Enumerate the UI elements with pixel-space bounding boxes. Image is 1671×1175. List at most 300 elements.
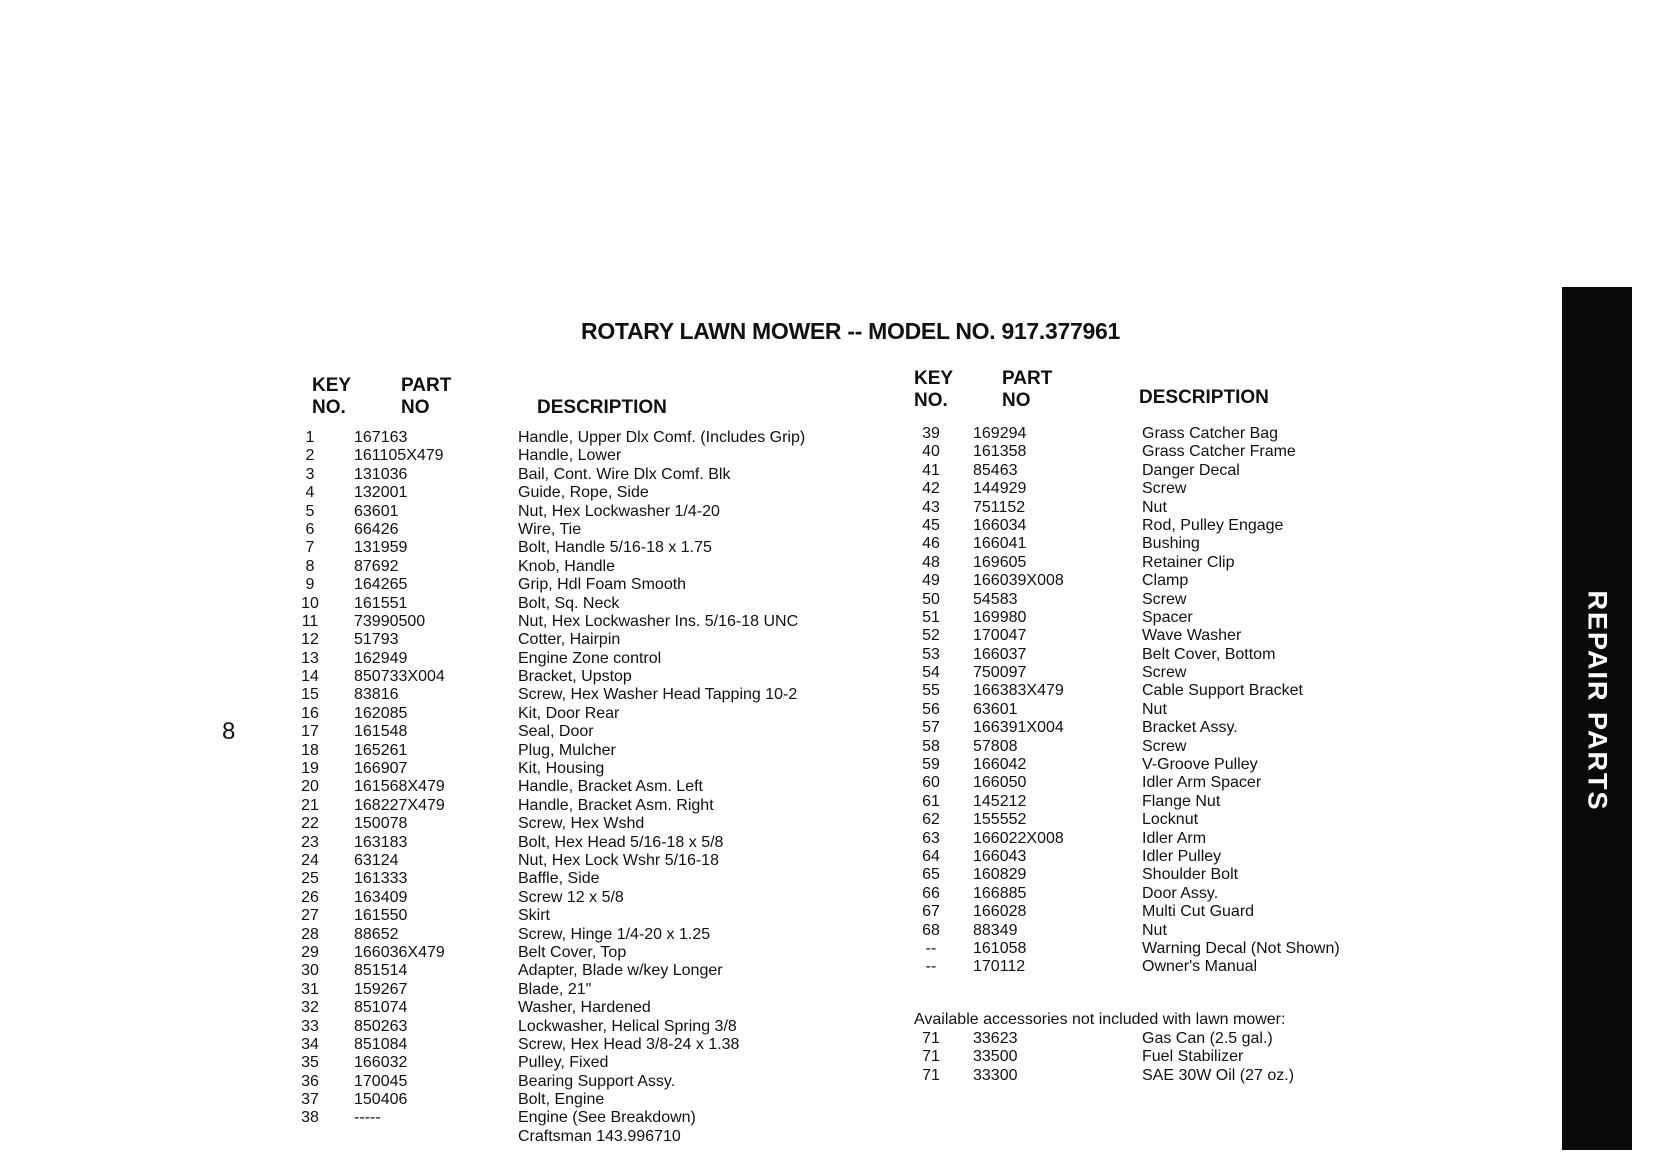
part-key-no: 71 (922, 1048, 940, 1066)
part-key-no: 38 (301, 1109, 319, 1127)
part-number: 850733X004 (354, 668, 445, 686)
part-description: Adapter, Blade w/key Longer (518, 962, 723, 980)
part-number: 85463 (973, 461, 1018, 479)
part-key-no: 71 (922, 1066, 940, 1084)
part-description: Nut, Hex Lockwasher 1/4-20 (518, 502, 720, 520)
part-description: Wire, Tie (518, 520, 582, 538)
part-key-no: 50 (922, 590, 940, 608)
part-number: 169605 (973, 553, 1027, 571)
part-number: 166036X479 (354, 943, 445, 961)
part-row (300, 797, 860, 815)
part-key-no: 61 (922, 792, 940, 810)
part-description: Danger Decal (1142, 461, 1240, 479)
part-key-no: 28 (301, 925, 319, 943)
part-row (920, 443, 1360, 461)
part-description: Locknut (1142, 811, 1199, 829)
part-key-no: 60 (922, 774, 940, 792)
part-description: Screw 12 x 5/8 (518, 888, 624, 906)
part-key-no: 17 (301, 723, 319, 741)
accessories-list (920, 1030, 1360, 1085)
part-row (300, 778, 860, 796)
part-row (920, 682, 1360, 700)
part-key-no: 16 (301, 704, 319, 722)
part-number: 163409 (354, 888, 408, 906)
part-row (300, 705, 860, 723)
part-row (300, 1018, 860, 1036)
part-key-no: 43 (922, 498, 940, 516)
part-key-no: 34 (301, 1035, 319, 1053)
part-description: Screw, Hinge 1/4-20 x 1.25 (518, 925, 711, 943)
part-number: 159267 (354, 980, 408, 998)
part-row (300, 686, 860, 704)
part-description: Belt Cover, Top (518, 943, 627, 961)
part-description: Grip, Hdl Foam Smooth (518, 576, 687, 594)
part-key-no: 21 (301, 796, 319, 814)
part-row (920, 591, 1360, 609)
part-description: Screw (1142, 590, 1187, 608)
part-number: 170045 (354, 1072, 408, 1090)
part-key-no: 35 (301, 1054, 319, 1072)
part-key-no: 24 (301, 851, 319, 869)
part-key-no: 20 (301, 778, 319, 796)
part-description: Baffle, Side (518, 870, 600, 888)
part-number: 132001 (354, 484, 408, 502)
part-key-no: 48 (922, 553, 940, 571)
part-description: Screw (1142, 737, 1187, 755)
part-row (300, 815, 860, 833)
part-key-no: 3 (305, 465, 315, 483)
part-key-no: 14 (301, 668, 319, 686)
part-row (920, 885, 1360, 903)
part-number: 150078 (354, 815, 408, 833)
part-number: 850263 (354, 1017, 408, 1035)
part-number: 63124 (354, 851, 399, 869)
part-description: Washer, Hardened (518, 999, 651, 1017)
part-row (300, 668, 860, 686)
part-number: 63601 (354, 502, 399, 520)
part-number: 166907 (354, 760, 408, 778)
part-key-no: 1 (305, 429, 315, 446)
key-header-line2: NO. (914, 390, 948, 411)
part-row (920, 1048, 1360, 1066)
part-key-no: 32 (301, 999, 319, 1017)
left-parts-list (300, 429, 860, 1146)
part-row (300, 595, 860, 613)
part-number: 131959 (354, 539, 408, 557)
part-row (300, 981, 860, 999)
part-number: 166022X008 (973, 829, 1064, 847)
part-description: Skirt (518, 907, 550, 925)
part-row (920, 866, 1360, 884)
accessories-note: Available accessories not included with lawn mower: (914, 1011, 1286, 1028)
part-description: Bolt, Hex Head 5/16-18 x 5/8 (518, 833, 724, 851)
part-key-no: 57 (922, 719, 940, 737)
part-row (920, 940, 1360, 958)
part-key-no: 2 (305, 447, 315, 465)
part-key-no: 5 (305, 502, 315, 520)
part-description: Engine Zone control (518, 649, 662, 667)
part-key-no: 8 (305, 557, 315, 575)
part-row (300, 1109, 860, 1127)
part-number: 161333 (354, 870, 408, 888)
part-number: 161568X479 (354, 778, 445, 796)
part-row (300, 631, 860, 649)
key-header-line1: KEY (914, 368, 954, 389)
part-number: 166034 (973, 516, 1027, 534)
part-row (300, 1073, 860, 1091)
part-description: Door Assy. (1142, 884, 1219, 902)
part-key-no: 67 (922, 903, 940, 921)
part-row (300, 1036, 860, 1054)
part-description: Screw (1142, 480, 1187, 498)
part-number: 751152 (973, 498, 1026, 516)
part-row (920, 774, 1360, 792)
right-parts-list (920, 425, 1360, 977)
part-key-no: 22 (301, 815, 319, 833)
part-row (920, 462, 1360, 480)
part-number: 161105X479 (354, 447, 444, 465)
part-number: 57808 (973, 737, 1018, 755)
part-description: Handle, Bracket Asm. Right (518, 796, 714, 814)
part-description: Multi Cut Guard (1142, 903, 1255, 921)
part-description: Bracket, Upstop (518, 668, 632, 686)
part-row (300, 1128, 860, 1146)
part-row (920, 793, 1360, 811)
repair-parts-side-tab (1562, 287, 1632, 1150)
part-number: 851514 (354, 962, 408, 980)
part-key-no: 41 (922, 461, 940, 479)
part-number: 163183 (354, 833, 408, 851)
part-number: 33300 (973, 1066, 1018, 1084)
part-row (300, 1054, 860, 1072)
part-key-no: 63 (922, 829, 940, 847)
part-number: 166037 (973, 645, 1027, 663)
part-number: 83816 (354, 686, 399, 704)
part-description: Plug, Mulcher (518, 741, 616, 759)
key-header-line1: KEY (312, 375, 352, 396)
part-row (920, 535, 1360, 553)
part-number: 750097 (973, 664, 1027, 682)
part-number: 161058 (973, 939, 1027, 957)
part-number: 166041 (973, 535, 1027, 553)
part-row (300, 907, 860, 925)
part-key-no: 66 (922, 884, 940, 902)
part-key-no: 29 (301, 943, 319, 961)
part-row (920, 554, 1360, 572)
part-description: Bushing (1142, 535, 1200, 553)
part-row (920, 609, 1360, 627)
part-number: 166028 (973, 903, 1027, 921)
part-number: 150406 (354, 1091, 408, 1109)
part-description: Lockwasher, Helical Spring 3/8 (518, 1017, 737, 1035)
part-description: Screw, Hex Head 3/8-24 x 1.38 (518, 1035, 740, 1053)
part-number: 851074 (354, 999, 408, 1017)
part-row (920, 572, 1360, 590)
part-number: 166391X004 (973, 719, 1064, 737)
part-number: 87692 (354, 557, 399, 575)
part-description: Clamp (1142, 572, 1189, 590)
part-row (920, 811, 1360, 829)
part-row (300, 723, 860, 741)
part-description: Engine (See Breakdown) (518, 1109, 696, 1127)
part-number: 166042 (973, 756, 1027, 774)
part-row (920, 719, 1360, 737)
part-number: 164265 (354, 576, 408, 594)
part-key-no: 53 (922, 645, 940, 663)
part-description: Kit, Door Rear (518, 704, 620, 722)
part-description: Nut (1142, 700, 1167, 718)
part-number: ----- (354, 1109, 381, 1127)
part-row (920, 848, 1360, 866)
part-number: 166885 (973, 884, 1027, 902)
part-description: Bolt, Sq. Neck (518, 594, 620, 612)
part-header-line1: PART (401, 375, 452, 396)
part-key-no: 40 (922, 443, 940, 461)
part-description: Idler Arm Spacer (1142, 774, 1262, 792)
part-description: Cable Support Bracket (1142, 682, 1303, 700)
part-number: 88349 (973, 921, 1018, 939)
part-description: Flange Nut (1142, 792, 1221, 810)
part-number: 88652 (354, 925, 399, 943)
part-row (920, 480, 1360, 498)
part-key-no: 26 (301, 888, 319, 906)
part-header-line1: PART (1002, 368, 1053, 389)
part-description: Screw, Hex Washer Head Tapping 10-2 (518, 686, 798, 704)
part-number: 169294 (973, 425, 1027, 442)
part-key-no: 62 (922, 811, 940, 829)
part-row (300, 539, 860, 557)
part-key-no: -- (925, 939, 937, 957)
part-row (920, 922, 1360, 940)
part-key-no: 71 (922, 1030, 940, 1047)
page-title: ROTARY LAWN MOWER -- MODEL NO. 917.377961 (581, 318, 1120, 344)
left-part-header (401, 375, 451, 419)
part-row (920, 517, 1360, 535)
part-number: 66426 (354, 520, 399, 538)
part-description: Shoulder Bolt (1142, 866, 1239, 884)
part-number: 166050 (973, 774, 1027, 792)
part-description: Bolt, Handle 5/16-18 x 1.75 (518, 539, 712, 557)
part-row (300, 834, 860, 852)
part-key-no: 54 (922, 664, 940, 682)
part-key-no: 68 (922, 921, 940, 939)
part-key-no: 37 (301, 1091, 319, 1109)
part-key-no: -- (925, 958, 937, 976)
part-row (300, 650, 860, 668)
part-row (920, 664, 1360, 682)
part-number: 166032 (354, 1054, 408, 1072)
part-row (920, 646, 1360, 664)
part-row (300, 429, 860, 447)
part-number: 131036 (354, 465, 408, 483)
part-description: Bearing Support Assy. (518, 1072, 676, 1090)
part-row (920, 1030, 1360, 1048)
part-number: 161550 (354, 907, 408, 925)
part-number: 166043 (973, 847, 1027, 865)
part-number: 145212 (973, 792, 1027, 810)
part-number: 33623 (973, 1030, 1018, 1047)
part-description: Bolt, Engine (518, 1091, 605, 1109)
part-number: 161548 (354, 723, 408, 741)
part-row (300, 484, 860, 502)
part-description: Bail, Cont. Wire Dlx Comf. Blk (518, 465, 731, 483)
part-key-no: 23 (301, 833, 319, 851)
right-key-header (914, 368, 953, 412)
part-row (300, 962, 860, 980)
part-key-no: 45 (922, 516, 940, 534)
part-description: Cotter, Hairpin (518, 631, 621, 649)
part-number: 162085 (354, 704, 408, 722)
part-key-no: 9 (305, 576, 315, 594)
part-number: 166383X479 (973, 682, 1064, 700)
part-key-no: 36 (301, 1072, 319, 1090)
part-key-no: 42 (922, 480, 940, 498)
part-description: Screw (1142, 664, 1187, 682)
part-row (300, 503, 860, 521)
part-row (300, 852, 860, 870)
part-key-no: 4 (305, 484, 315, 502)
part-row (300, 558, 860, 576)
part-key-no: 31 (301, 980, 319, 998)
part-header-line2: NO (1002, 390, 1031, 411)
part-row (300, 447, 860, 465)
part-description: Spacer (1142, 608, 1193, 626)
part-row (920, 627, 1360, 645)
part-number: 166039X008 (973, 572, 1064, 590)
part-key-no: 49 (922, 572, 940, 590)
part-description: Nut, Hex Lock Wshr 5/16-18 (518, 851, 719, 869)
part-description: Handle, Bracket Asm. Left (518, 778, 703, 796)
part-row (300, 926, 860, 944)
part-key-no: 7 (305, 539, 315, 557)
part-number: 54583 (973, 590, 1018, 608)
part-key-no: 46 (922, 535, 940, 553)
part-number: 170047 (973, 627, 1027, 645)
part-description: Nut (1142, 921, 1167, 939)
part-row (300, 613, 860, 631)
part-key-no: 6 (305, 520, 315, 538)
part-row (920, 1067, 1360, 1085)
part-row (300, 1091, 860, 1109)
part-description: Knob, Handle (518, 557, 615, 575)
part-number: 165261 (354, 741, 408, 759)
part-description: Warning Decal (Not Shown) (1142, 939, 1340, 957)
part-row (300, 999, 860, 1017)
part-row (300, 944, 860, 962)
part-description: Fuel Stabilizer (1142, 1048, 1244, 1066)
part-key-no: 51 (922, 608, 940, 626)
part-description: Handle, Upper Dlx Comf. (Includes Grip) (518, 429, 806, 446)
part-description: Craftsman 143.996710 (518, 1127, 681, 1145)
part-key-no: 19 (301, 760, 319, 778)
part-key-no: 25 (301, 870, 319, 888)
part-key-no: 11 (301, 612, 319, 630)
part-row (920, 958, 1360, 976)
part-key-no: 64 (922, 847, 940, 865)
part-number: 161358 (973, 443, 1027, 461)
part-row (920, 738, 1360, 756)
part-number: 155552 (973, 811, 1027, 829)
part-number: 73990500 (354, 612, 426, 630)
part-description: Handle, Lower (518, 447, 622, 465)
part-description: SAE 30W Oil (27 oz.) (1142, 1066, 1295, 1084)
part-header-line2: NO (401, 397, 430, 418)
part-row (920, 903, 1360, 921)
part-key-no: 27 (301, 907, 319, 925)
part-description: Kit, Housing (518, 760, 605, 778)
part-row (300, 889, 860, 907)
part-key-no: 58 (922, 737, 940, 755)
part-row (300, 576, 860, 594)
part-row (920, 499, 1360, 517)
part-number: 161551 (354, 594, 408, 612)
part-number: 51793 (354, 631, 399, 649)
part-row (300, 870, 860, 888)
part-description: Belt Cover, Bottom (1142, 645, 1276, 663)
key-header-line2: NO. (312, 397, 346, 418)
part-row (920, 756, 1360, 774)
part-number: 160829 (973, 866, 1027, 884)
part-description: Idler Pulley (1142, 847, 1222, 865)
part-description: Retainer Clip (1142, 553, 1235, 571)
part-number: 33500 (973, 1048, 1018, 1066)
right-part-header (1002, 368, 1052, 412)
part-number: 851084 (354, 1035, 408, 1053)
part-description: Owner's Manual (1142, 958, 1258, 976)
part-number: 169980 (973, 608, 1027, 626)
part-description: Seal, Door (518, 723, 594, 741)
part-row (300, 760, 860, 778)
part-number: 162949 (354, 649, 408, 667)
left-description-header: DESCRIPTION (537, 397, 667, 418)
part-key-no: 52 (922, 627, 940, 645)
part-description: Rod, Pulley Engage (1142, 516, 1284, 534)
part-key-no: 12 (301, 631, 319, 649)
part-number: 167163 (354, 429, 408, 446)
right-description-header: DESCRIPTION (1139, 387, 1269, 408)
part-key-no: 65 (922, 866, 940, 884)
part-description: V-Groove Pulley (1142, 756, 1258, 774)
part-row (300, 521, 860, 539)
part-row (920, 830, 1360, 848)
left-key-header (312, 375, 351, 419)
part-key-no: 15 (301, 686, 319, 704)
part-description: Guide, Rope, Side (518, 484, 649, 502)
part-key-no: 30 (301, 962, 319, 980)
part-key-no: 10 (301, 594, 319, 612)
part-number: 63601 (973, 700, 1018, 718)
part-description: Wave Washer (1142, 627, 1242, 645)
part-description: Screw, Hex Wshd (518, 815, 645, 833)
part-key-no: 55 (922, 682, 940, 700)
part-key-no: 56 (922, 700, 940, 718)
part-number: 168227X479 (354, 796, 445, 814)
part-description: Gas Can (2.5 gal.) (1142, 1030, 1273, 1047)
part-description: Grass Catcher Frame (1142, 443, 1296, 461)
part-row (300, 742, 860, 760)
side-tab-label: REPAIR PARTS (1582, 590, 1613, 812)
part-description: Grass Catcher Bag (1142, 425, 1279, 442)
part-number: 170112 (973, 958, 1026, 976)
part-row (920, 701, 1360, 719)
part-description: Nut (1142, 498, 1167, 516)
part-key-no: 39 (922, 425, 940, 442)
part-row (920, 425, 1360, 443)
part-key-no: 13 (301, 649, 319, 667)
part-number: 144929 (973, 480, 1027, 498)
page-number: 8 (222, 718, 236, 745)
part-key-no: 59 (922, 756, 940, 774)
